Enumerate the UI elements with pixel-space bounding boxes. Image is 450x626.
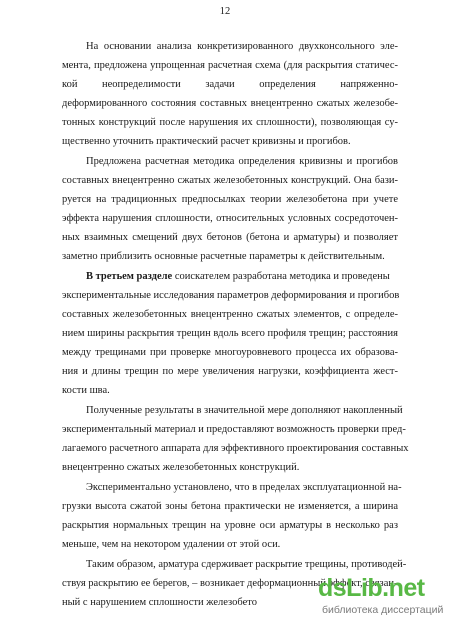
paragraph-4-line-2: экспериментальный материал и предоставляют возможность проверки пред- (62, 424, 406, 435)
paragraph-2-line-2: составных внецентренно сжатых железобетонных конструкций. Она бази- (62, 175, 398, 186)
paragraph-5-line-4: меньше, чем на некотором удалении от этой оси. (62, 539, 281, 550)
paragraph-5-line-2: грузки высота сжатой зоны бетона практически не изменяется, а ширина (62, 501, 398, 512)
paragraph-1-line-4: деформированного состояния составных внецентренно сжатых железобе- (62, 98, 398, 109)
paragraph-3-line-7: кости шва. (62, 385, 110, 396)
watermark-logo: dsLib.net (318, 574, 425, 602)
paragraph-3-line-3: составных железобетонных внецентренно сжатых элементов, с определе- (62, 309, 398, 320)
paragraph-2-line-1: Предложена расчетная методика определения кривизны и прогибов (86, 156, 398, 167)
watermark (318, 574, 444, 620)
paragraph-3-line-6: ния и длины трещин по мере увеличения нагрузки, коэффициента жест- (62, 366, 398, 377)
paragraph-3-line-4: нием ширины раскрытия трещин вдоль всего профиля трещин; расстояния (62, 328, 398, 339)
paragraph-4-line-4: внецентренно сжатых железобетонных конструкций. (62, 462, 300, 473)
paragraph-2-line-5: ных взаимных смещений двух бетонов (бетона и арматуры) и позволяет (62, 232, 398, 243)
paragraph-1-line-1: На основании анализа конкретизированного двухконсольного эле- (86, 41, 398, 52)
paragraph-6-line-2: ствуя раскрытию ее берегов, – возникает деформационный эффект, связан- (62, 578, 398, 589)
section-heading: В третьем разделе (86, 271, 173, 282)
paragraph-1-line-2: мента, предложена упрощенная расчетная схема (для раскрытия статичес- (62, 60, 398, 71)
page-number: 12 (219, 6, 231, 17)
paragraph-1-line-6: щественно уточнить практический расчет кривизны и прогибов. (62, 136, 351, 147)
paragraph-3-line-1-text: соискателем разработана методика и проведены (172, 271, 390, 282)
paragraph-2-line-4: эффекта нарушения сплошности, относительных условных сосредоточен- (62, 213, 398, 224)
paragraph-6-line-3: ный с нарушением сплошности железобето (62, 597, 257, 608)
paragraph-2-line-6: заметно приблизить основные расчетные параметры к действительным. (62, 251, 385, 262)
paragraph-1-line-3: кой неопределимости задачи определения напряженно- (62, 79, 398, 90)
paragraph-5-line-3: раскрытия нормальных трещин на уровне оси арматуры в несколько раз (62, 520, 398, 531)
paragraph-2-line-3: руется на традиционных предпосылках теории железобетона при учете (62, 194, 398, 205)
paragraph-3-line-1 (62, 270, 398, 284)
paragraph-1-line-5: тонных конструкций после нарушения их сплошности), позволяющая су- (62, 117, 398, 128)
paragraph-5-line-1: Экспериментально установлено, что в пределах эксплуатационной на- (86, 482, 402, 493)
watermark-subtitle: библиотека диссертаций (322, 604, 444, 616)
paragraph-3-line-2: экспериментальные исследования параметров деформирования и прогибов (62, 290, 400, 301)
paragraph-4-line-3: лагаемого расчетного аппарата для эффективного проектирования составных (62, 443, 409, 454)
paragraph-6-line-1: Таким образом, арматура сдерживает раскрытие трещины, противодей- (86, 559, 407, 570)
paragraph-4-line-1: Полученные результаты в значительной мере дополняют накопленный (86, 405, 403, 416)
paragraph-3-line-5: между трещинами при проверке многоуровневого процесса их образова- (62, 347, 398, 358)
